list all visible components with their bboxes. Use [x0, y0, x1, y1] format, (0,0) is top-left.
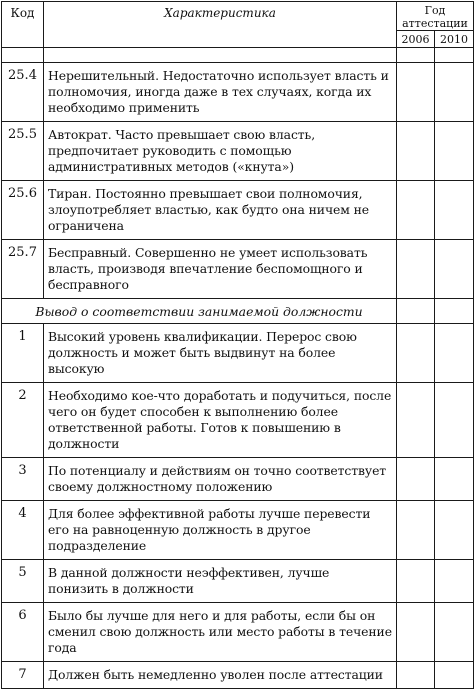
- mark-2010[interactable]: [435, 603, 474, 662]
- row-code: 2: [2, 383, 44, 458]
- mark-2006: [397, 299, 435, 324]
- mark-2006[interactable]: [397, 458, 435, 501]
- header-year-2010: 2010: [435, 31, 474, 48]
- attestation-table: [1, 1, 474, 689]
- row-code: 5: [2, 560, 44, 603]
- mark-2006[interactable]: [397, 63, 435, 122]
- row-code: 1: [2, 324, 44, 383]
- blank-row: [2, 48, 474, 63]
- table-row: [2, 383, 474, 458]
- section-row: [2, 299, 474, 324]
- mark-2010[interactable]: [435, 383, 474, 458]
- mark-2006[interactable]: [397, 501, 435, 560]
- mark-2006[interactable]: [397, 324, 435, 383]
- table-row: [2, 662, 474, 689]
- table-row: [2, 63, 474, 122]
- mark-2010: [435, 299, 474, 324]
- header-characteristic: Характеристика: [44, 2, 397, 48]
- row-code: 6: [2, 603, 44, 662]
- row-code: 7: [2, 662, 44, 689]
- row-code: 25.4: [2, 63, 44, 122]
- mark-2006[interactable]: [397, 181, 435, 240]
- row-text: Для более эффективной работы лучше перевести его на равноценную должность в другое подразделение: [44, 501, 397, 560]
- mark-2006[interactable]: [397, 603, 435, 662]
- table-row: [2, 324, 474, 383]
- mark-2006[interactable]: [397, 122, 435, 181]
- table-row: [2, 122, 474, 181]
- mark-2010[interactable]: [435, 181, 474, 240]
- mark-2006[interactable]: [397, 560, 435, 603]
- row-text: Было бы лучше для него и для работы, если бы он сменил свою должность или место работы в течение года: [44, 603, 397, 662]
- mark-2006[interactable]: [397, 662, 435, 689]
- row-code: 25.5: [2, 122, 44, 181]
- row-text: Высокий уровень квалификации. Перерос свою должность и может быть выдвинут на более высокую: [44, 324, 397, 383]
- row-code: 3: [2, 458, 44, 501]
- mark-2010[interactable]: [435, 458, 474, 501]
- mark-2010[interactable]: [435, 240, 474, 299]
- table-row: [2, 603, 474, 662]
- row-text: Необходимо кое-что доработать и подучиться, после чего он будет способен к выполнению более ответственной работы. Готов к повышению в должности: [44, 383, 397, 458]
- mark-2010[interactable]: [435, 63, 474, 122]
- mark-2010[interactable]: [435, 560, 474, 603]
- row-text: Должен быть немедленно уволен после аттестации: [44, 662, 397, 689]
- row-text: По потенциалу и действиям он точно соответствует своему должностному положению: [44, 458, 397, 501]
- row-code: 4: [2, 501, 44, 560]
- row-code: 25.6: [2, 181, 44, 240]
- mark-2010[interactable]: [435, 324, 474, 383]
- mark-2010[interactable]: [435, 501, 474, 560]
- row-text: Тиран. Постоянно превышает свои полномочия, злоупотребляет властью, как будто она ничем не ограничена: [44, 181, 397, 240]
- mark-2010[interactable]: [435, 122, 474, 181]
- row-text: В данной должности неэффективен, лучше понизить в должности: [44, 560, 397, 603]
- header-code: Код: [2, 2, 44, 48]
- table-row: [2, 501, 474, 560]
- section-title: Вывод о соответствии занимаемой должности: [2, 299, 397, 324]
- row-text: Автократ. Часто превышает свою власть, предпочитает руководить с помощью административных методов («кнута»): [44, 122, 397, 181]
- table-row: [2, 458, 474, 501]
- row-code: 25.7: [2, 240, 44, 299]
- table-row: [2, 181, 474, 240]
- table-row: [2, 560, 474, 603]
- mark-2006[interactable]: [397, 240, 435, 299]
- mark-2010[interactable]: [435, 662, 474, 689]
- table-row: [2, 240, 474, 299]
- header-year-2006: 2006: [397, 31, 435, 48]
- row-text: Нерешительный. Недостаточно использует власть и полномочия, иногда даже в тех случаях, когда их необходимо применить: [44, 63, 397, 122]
- mark-2006[interactable]: [397, 383, 435, 458]
- header-year-group: Год аттестации: [397, 2, 474, 31]
- row-text: Бесправный. Совершенно не умеет использовать власть, производя впечатление беспомощного и бесправного: [44, 240, 397, 299]
